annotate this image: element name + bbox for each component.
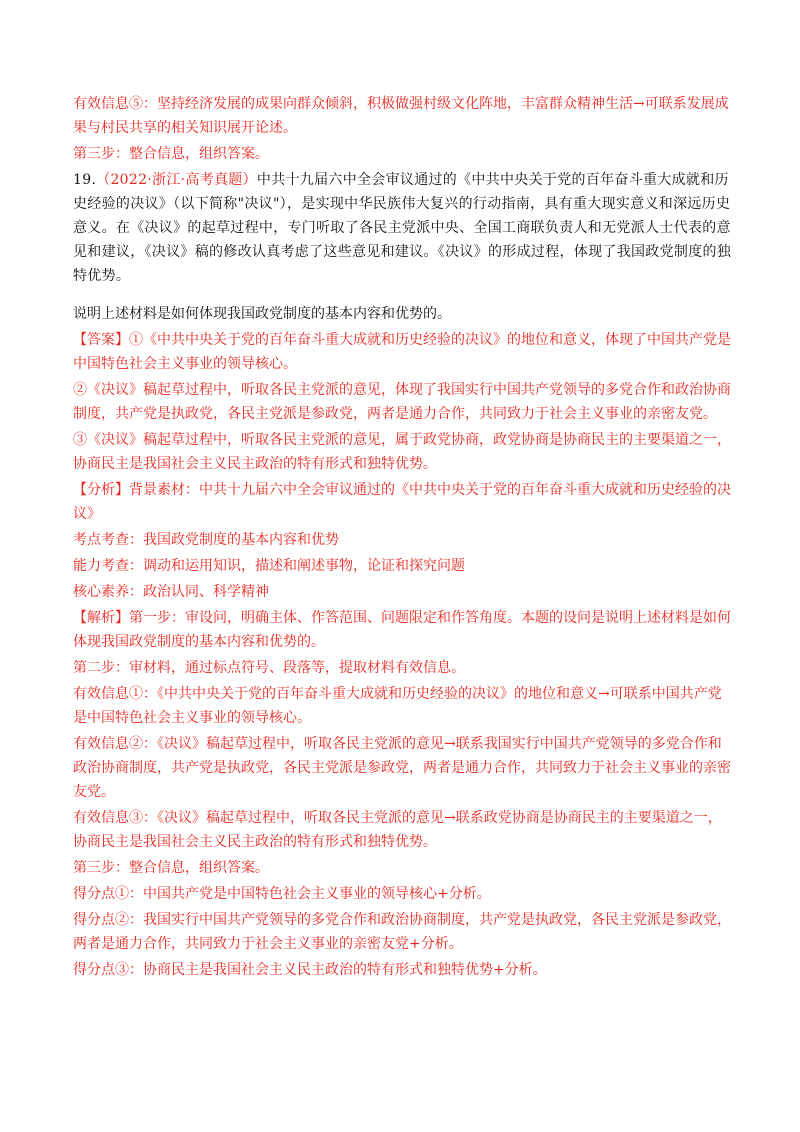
- analysis-label: 【分析】: [73, 482, 129, 498]
- question-prompt: 说明上述材料是如何体现我国政党制度的基本内容和优势的。: [73, 306, 451, 322]
- explain-step3: 第三步：整合信息，组织答案。: [73, 860, 269, 876]
- analysis-kaodian: 考点考查：我国政党制度的基本内容和优势: [73, 532, 339, 548]
- question-19: [73, 168, 733, 288]
- score-point-3: 得分点③：协商民主是我国社会主义民主政治的特有形式和独特优势+分析。: [73, 962, 547, 978]
- analysis-background-text: 背景素材：中共十九届六中全会审议通过的《中共中央关于党的百年奋斗重大成就和历史经验的决议》: [73, 482, 731, 522]
- answer-label: 【答案】: [73, 332, 129, 348]
- analysis-nengli: 能力考查：调动和运用知识，描述和阐述事物，论证和探究问题: [73, 558, 465, 574]
- score-point-1: 得分点①：中国共产党是中国特色社会主义事业的领导核心+分析。: [73, 886, 491, 902]
- question-material: 中共十九届六中全会审议通过的《中共中央关于党的百年奋斗重大成就和历史经验的决议》（以下简称"决议"），是实现中华民族伟大复兴的行动指南，具有重大现实意义和深远历史意义。在《决议》的起草过程中，专门听取了各民主党派中央、全国工商联负责人和无党派人士代表的意见和建议，《决议》稿的修改认真考虑了这些意见和建议。《决议》的形成过程，体现了我国政党制度的独特优势。: [73, 172, 732, 284]
- answer-text-1: ①《中共中央关于党的百年奋斗重大成就和历史经验的决议》的地位和意义，体现了中国共产党是中国特色社会主义事业的领导核心。: [73, 332, 731, 372]
- explain-info2: 有效信息②：《决议》稿起草过程中，听取各民主党派的意见→联系我国实行中国共产党领导的多党合作和政治协商制度，共产党是执政党，各民主党派是参政党，两者是通力合作，共同致力于社会主义事业的亲密友党。: [73, 736, 731, 800]
- answer-p2: ②《决议》稿起草过程中，听取各民主党派的意见，体现了我国实行中国共产党领导的多党合作和政治协商制度，共产党是执政党，各民主党派是参政党，两者是通力合作，共同致力于社会主义事业的亲密友党。: [73, 382, 731, 422]
- explain-label: 【解析】: [73, 610, 129, 626]
- analysis-suyang: 核心素养：政治认同、科学精神: [73, 584, 269, 600]
- document-page: [73, 92, 733, 982]
- explain-step2: 第二步：审材料，通过标点符号、段落等，提取材料有效信息。: [73, 660, 465, 676]
- answer-p3: ③《决议》稿起草过程中，听取各民主党派的意见，属于政党协商，政党协商是协商民主的主要渠道之一，协商民主是我国社会主义民主政治的特有形式和独特优势。: [73, 432, 731, 472]
- explain-info1: 有效信息①：《中共中央关于党的百年奋斗重大成就和历史经验的决议》的地位和意义→可联系中国共产党是中国特色社会主义事业的领导核心。: [73, 686, 722, 726]
- answer-p1: [73, 328, 733, 376]
- explain-info3: 有效信息③：《决议》稿起草过程中，听取各民主党派的意见→联系政党协商是协商民主的主要渠道之一，协商民主是我国社会主义民主政治的特有形式和独特优势。: [73, 810, 722, 850]
- question-number: 19.: [73, 172, 97, 188]
- explain-step1-text: 第一步：审设问，明确主体、作答范围、问题限定和作答角度。本题的设问是说明上述材料是如何体现我国政党制度的基本内容和优势的。: [73, 610, 731, 650]
- analysis-background: [73, 478, 733, 526]
- info-5: 有效信息⑤：坚持经济发展的成果向群众倾斜，积极做强村级文化阵地，丰富群众精神生活→可联系发展成果与村民共享的相关知识展开论述。: [73, 96, 729, 136]
- question-source: （2022·浙江·高考真题）: [96, 172, 257, 188]
- score-point-2: 得分点②：我国实行中国共产党领导的多党合作和政治协商制度，共产党是执政党，各民主党派是参政党，两者是通力合作，共同致力于社会主义事业的亲密友党+分析。: [73, 912, 731, 952]
- explain-step1: [73, 606, 733, 654]
- step-3-intro: 第三步：整合信息，组织答案。: [73, 146, 269, 162]
